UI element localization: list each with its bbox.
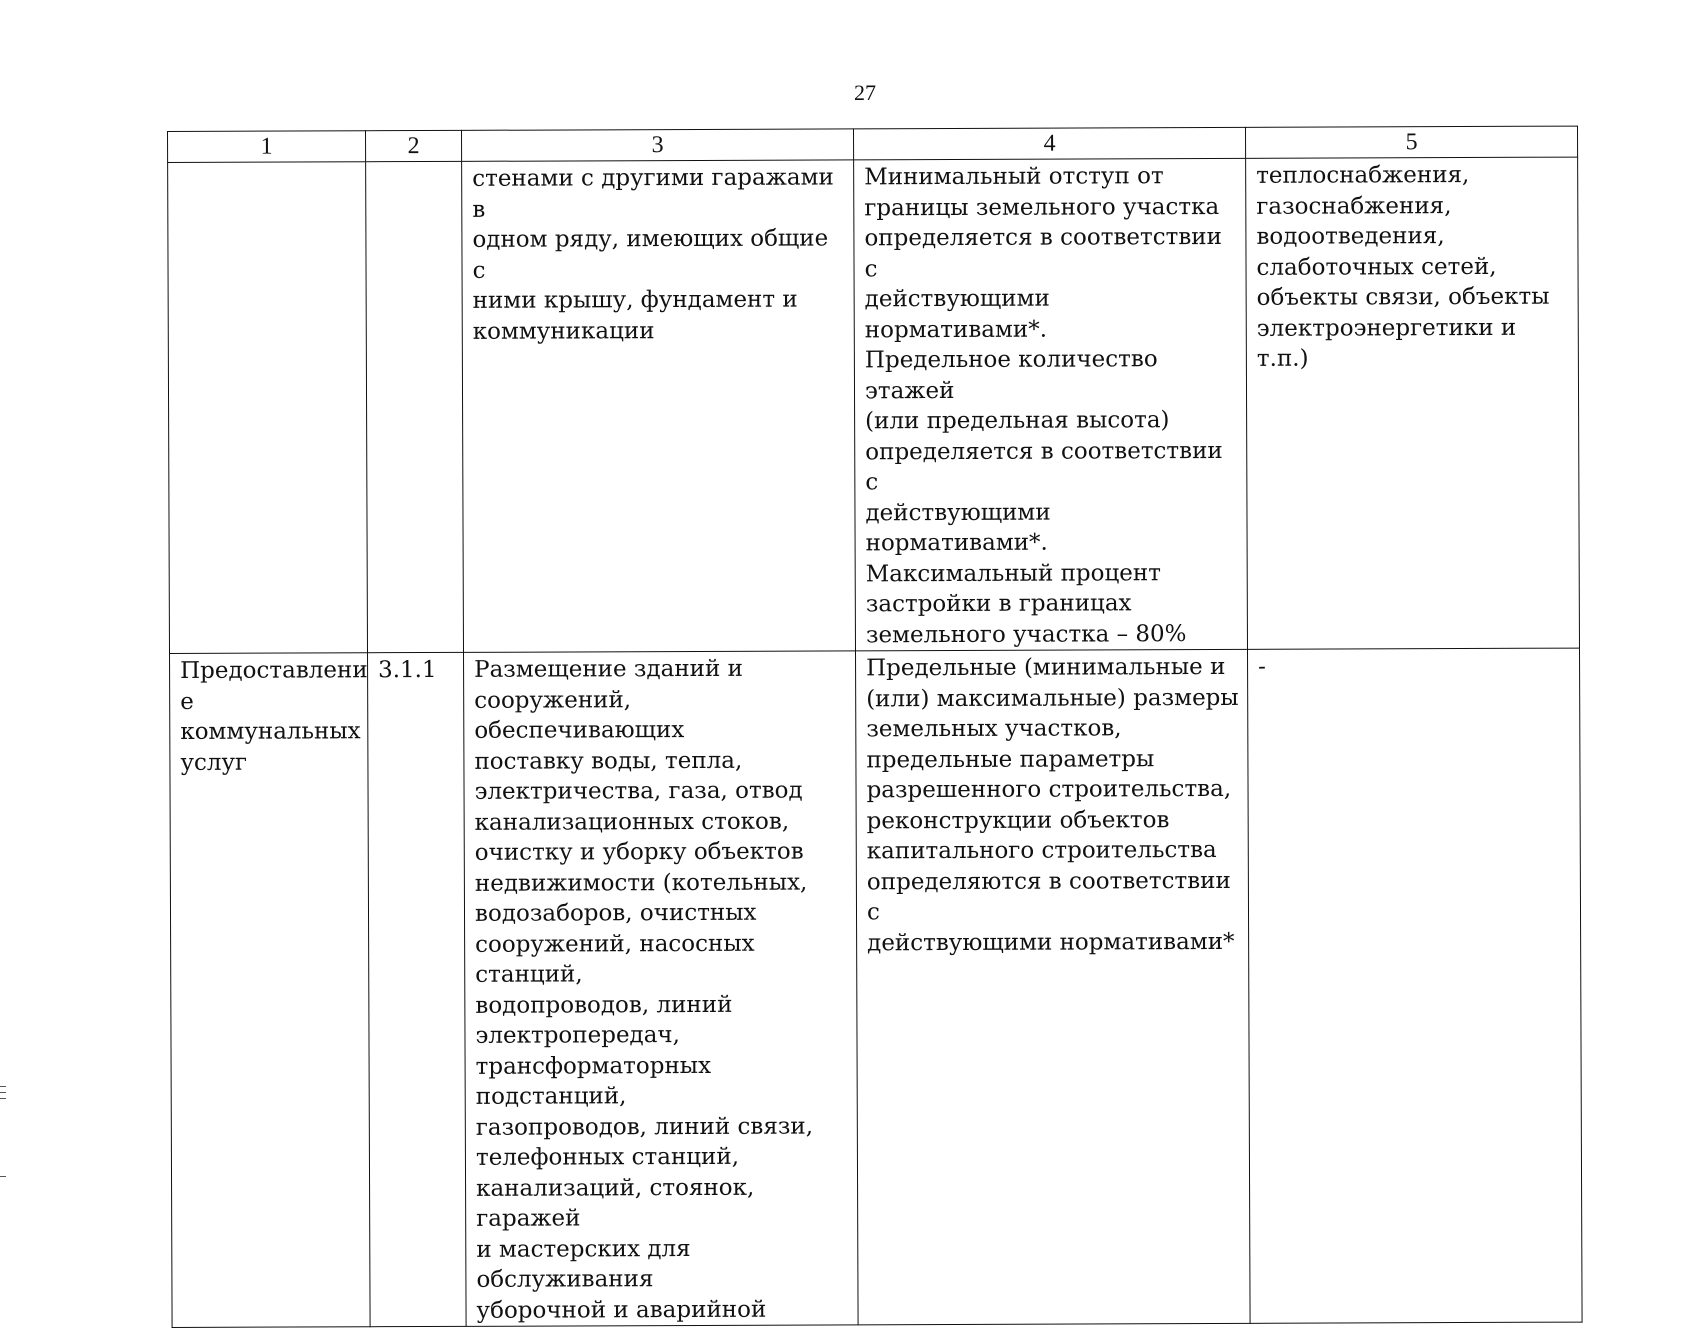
cell-text: Предельные (минимальные и (или) максимальные) размеры земельных участков, предельные параметры разрешенного строительства, реконструкции объектов капитального строительства определяются в соответствии с действующими нормативами* xyxy=(866,653,1239,956)
page-number: 27 xyxy=(854,80,876,105)
scan-mark xyxy=(0,1086,6,1087)
column-header-2: 2 xyxy=(366,130,462,161)
cell-text: Минимальный отступ от границы земельного участка определяется в соответствии с действующими нормативами*. Предельное количество этажей (или предельная высота) определяется в соответствии с действующими нормативами*. Максимальный процент застройки в границах земельного участка – 80% xyxy=(864,163,1223,648)
table-cell xyxy=(368,652,467,1326)
scan-mark xyxy=(0,1176,6,1177)
cell-text: 3.1.1 xyxy=(378,656,437,684)
scan-mark xyxy=(0,1098,6,1099)
cell-text: Предоставлени е коммунальных услуг xyxy=(180,657,368,776)
column-header-1: 1 xyxy=(168,131,366,163)
cell-text: стенами с другими гаражами в одном ряду, имеющих общие с ними крышу, фундамент и коммуникации xyxy=(472,164,834,345)
cell-text: - xyxy=(1258,653,1266,680)
table-row xyxy=(168,157,1580,653)
table-cell xyxy=(1246,157,1580,649)
table-cell xyxy=(366,161,464,652)
table-cell xyxy=(856,649,1251,1325)
cell-text: Размещение зданий и сооружений, обеспечивающих поставку воды, тепла, электричества, газа, отвод канализационных стоков, очистку и уборку объектов недвижимости (котельных, водозаборов, очистных сооружений, насосных станций, водопроводов, линий электропередач, трансформаторных подстанций, газопроводов, линий связи, телефонных станций, канализаций, стоянок, гаражей и мастерских для обслуживания уборочной и аварийной xyxy=(474,655,814,1324)
column-header-4: 4 xyxy=(853,127,1245,160)
cell-text: теплоснабжения, газоснабжения, водоотведения, слаботочных сетей, объекты связи, объекты электроэнергетики и т.п.) xyxy=(1256,161,1550,372)
table-cell xyxy=(462,160,856,653)
column-header-3: 3 xyxy=(461,129,853,162)
zoning-table xyxy=(167,126,1583,1328)
scan-mark xyxy=(0,1092,6,1093)
cell-text xyxy=(178,162,357,165)
table-row xyxy=(170,648,1583,1327)
cell-text xyxy=(376,162,453,164)
table-cell xyxy=(170,653,371,1328)
table-cell xyxy=(168,162,368,654)
table-cell xyxy=(464,651,859,1327)
table-cell xyxy=(1247,648,1582,1323)
table-cell xyxy=(854,158,1248,651)
column-header-5: 5 xyxy=(1245,126,1577,158)
